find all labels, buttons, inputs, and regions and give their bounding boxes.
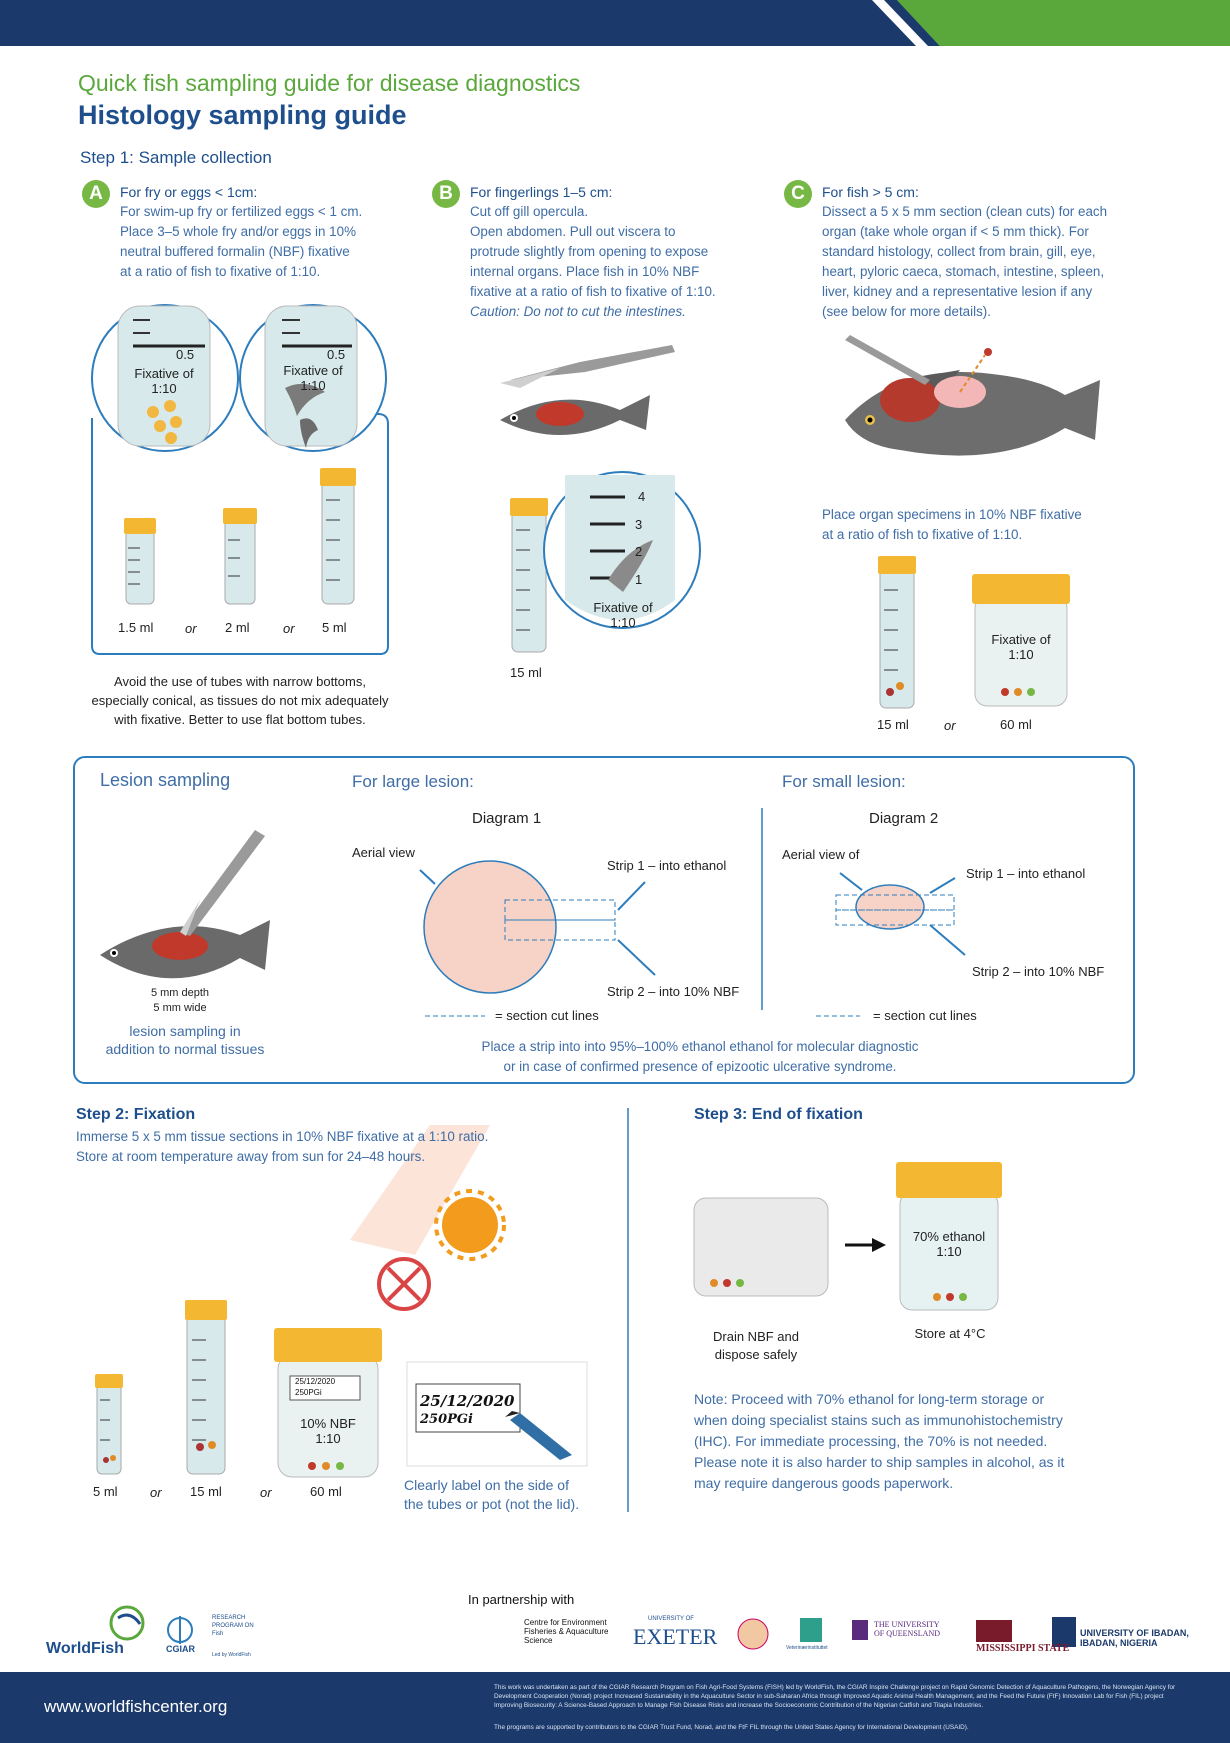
page-title: Quick fish sampling guide for disease diagnostics	[78, 70, 581, 96]
diagram1-legend: = section cut lines	[495, 1008, 599, 1023]
worldfish-logo: WorldFish	[46, 1640, 124, 1657]
step2-tube-5ml: 5 ml	[93, 1484, 118, 1499]
section-b-text: Cut off gill opercula. Open abdomen. Pull out viscera to protrude slightly from opening to expose internal organs. Place fish in 10% NBF fixative at a ratio of fish to fixative of 1:10.	[470, 204, 716, 299]
section-c-place: Place organ specimens in 10% NBF fixative at a ratio of fish to fixative of 1:10.	[822, 507, 1082, 542]
tick-4: 4	[638, 489, 646, 504]
section-b-caution: Caution: Do not to cut the intestines.	[470, 304, 686, 319]
step2-text: Immerse 5 x 5 mm tissue sections in 10% NBF fixative at a 1:10 ratio. Store at room temperature away from sun for 24–48 hours.	[76, 1129, 489, 1164]
letter-a-badge: A	[82, 180, 110, 208]
step1-heading: Step 1: Sample collection	[80, 148, 272, 167]
tube-label-2ml: 2 ml	[225, 620, 250, 635]
fingerling-fish	[500, 395, 650, 435]
tick-2: 2	[635, 544, 643, 559]
or-label-a1: or	[185, 621, 197, 636]
letter-c-badge: C	[784, 180, 812, 208]
section-a-title: For fry or eggs < 1cm:	[120, 184, 258, 200]
tube-2ml	[223, 508, 257, 604]
pot-small-code: 250PGi	[295, 1388, 322, 1397]
page-subtitle: Histology sampling guide	[78, 100, 407, 130]
diagram2-title: Diagram 2	[869, 810, 939, 827]
exeter-small: UNIVERSITY OF	[648, 1616, 694, 1622]
section-a-text: For swim-up fry or fertilized eggs < 1 cm. Place 3–5 whole fry and/or eggs in 10% neutral buffered formalin (NBF) fixative at a ratio of fish to fixative of 1:10.	[120, 204, 363, 279]
step3-heading: Step 3: End of fixation	[694, 1106, 863, 1123]
tube-1.5ml	[124, 518, 156, 604]
diagram1-strip2: Strip 2 – into 10% NBF	[607, 984, 740, 999]
large-lesion-heading: For large lesion:	[352, 772, 474, 791]
label-card-code: 250PGi	[420, 1412, 473, 1427]
fixative-label-a2: Fixative of 1:10	[283, 363, 343, 393]
fixative-label-c: Fixative of 1:10	[991, 632, 1051, 662]
footer-funding-text: This work was undertaken as part of the CGIAR Research Program on Fish Agri-Food Systems (FISH) led by WorldFish, the CGIAR Inspire Challenge project on Rapid Genomic Detection of Aquaculture Pathogens, the Norwegian Agency for Development Cooperation (Norad) project Increased Sustainability in the Aquaculture Sector in sub-Saharan Africa through Improved Aquatic Animal Health Management, and the Feed the Future (FtF) Innovation Lab for Fish (FIL) project Improving Biosecurity: A Science-Based Approach to Manage Fish Disease Risks and increase the Socioeconomic Contribution of the Nigerian Catfish and Tilapia Industries.	[494, 1684, 1176, 1709]
step2-tube-15ml: 15 ml	[190, 1484, 222, 1499]
diagram1-title: Diagram 1	[472, 810, 542, 827]
diagram2-strip2: Strip 2 – into 10% NBF	[972, 964, 1105, 979]
tick-1: 1	[635, 572, 643, 587]
tube-label-c1: 15 ml	[877, 717, 909, 732]
section-b-title: For fingerlings 1–5 cm:	[470, 184, 613, 200]
fixative-label-b: Fixative of 1:10	[593, 600, 653, 630]
tick-label-a2: 0.5	[327, 347, 346, 362]
diagram2-legend: = section cut lines	[873, 1008, 977, 1023]
step2-heading: Step 2: Fixation	[76, 1106, 196, 1123]
dissected-fish	[845, 335, 1100, 456]
cgiar-logo: CGIAR	[166, 1644, 195, 1654]
exeter-logo: EXETER	[633, 1624, 718, 1649]
step2-or1: or	[150, 1485, 162, 1500]
step3-drain: Drain NBF and dispose safely	[713, 1329, 799, 1362]
vet-institute-logo: Veterinærinstituttet	[786, 1645, 828, 1651]
ibadan-logo: UNIVERSITY OF IBADAN, IBADAN, NIGERIA	[1080, 1628, 1189, 1648]
fixative-label-a1: Fixative of 1:10	[134, 366, 194, 396]
diagram1-strip1: Strip 1 – into ethanol	[607, 858, 727, 873]
diagram2-strip1: Strip 1 – into ethanol	[966, 866, 1086, 881]
tube-5ml-step2	[95, 1374, 123, 1474]
step2-or2: or	[260, 1485, 272, 1500]
or-label-a2: or	[283, 621, 295, 636]
tube-label-1.5ml: 1.5 ml	[118, 620, 154, 635]
tube-label-5ml: 5 ml	[322, 620, 347, 635]
or-label-c: or	[944, 718, 956, 733]
diagram1-aerial: Aerial view	[352, 845, 415, 860]
step3-note: Note: Proceed with 70% ethanol for long-term storage or when doing specialist stains such as immunohistochemistry (IHC). For immediate processing, the 70% is not needed. Please note it is also harder to ship samples in alcohol, as it may require dangerous goods paperwork.	[694, 1391, 1065, 1491]
cgiar-fish-text: RESEARCH PROGRAM ON Fish	[212, 1615, 254, 1637]
uq-logo: THE UNIVERSITY OF QUEENSLAND	[874, 1620, 940, 1638]
tick-3: 3	[635, 517, 643, 532]
tube-label-b: 15 ml	[510, 665, 542, 680]
tube-5ml	[320, 468, 356, 604]
tube-15ml-step2	[185, 1300, 227, 1474]
tick-label-a1: 0.5	[176, 347, 195, 362]
section-c-title: For fish > 5 cm:	[822, 184, 919, 200]
lesion-width: 5 mm wide	[153, 1002, 207, 1014]
section-c-text: Dissect a 5 x 5 mm section (clean cuts) for each organ (take whole organ if < 5 mm thick). For standard histology, collect from brain, gill, eye, heart, pyloric caeca, stomach, intestine, spleen, liver, kidney and a representative lesion if any (see below for more details).	[822, 204, 1108, 319]
step2-pot-60ml: 60 ml	[310, 1484, 342, 1499]
diagram2-aerial: Aerial view of	[782, 847, 860, 862]
step3-pot-label: 70% ethanol 1:10	[912, 1229, 986, 1259]
partners-heading: In partnership with	[468, 1592, 575, 1607]
cgiar-logo-mark	[168, 1616, 192, 1644]
lesion-strip-note: Place a strip into into 95%–100% ethanol ethanol for molecular diagnostic or in case of confirmed presence of epizootic ulcerative syndrome.	[481, 1039, 919, 1074]
pot-drain	[694, 1198, 828, 1296]
tube-shape-note: Avoid the use of tubes with narrow bottoms, especially conical, as tissues do not mix adequately with fixative. Better to use flat bottom tubes.	[91, 674, 389, 727]
step2-pot-label: 10% NBF 1:10	[300, 1416, 356, 1446]
worldfish-logo-mark	[111, 1607, 143, 1639]
msu-logo: MISSISSIPPI STATE	[976, 1643, 1070, 1654]
step3-store: Store at 4°C	[914, 1326, 986, 1341]
footer-support-text: The programs are supported by contributors to the CGIAR Trust Fund, Norad, and the FtF FIL through the United States Agency for International Development (USAID).	[494, 1724, 969, 1731]
led-by-text: Led by WorldFish	[212, 1652, 251, 1658]
label-card-date: 25/12/2020	[420, 1392, 515, 1410]
small-lesion-heading: For small lesion:	[782, 772, 906, 791]
pot-small-date: 25/12/2020	[295, 1377, 336, 1386]
lesion-caption: lesion sampling in addition to normal tissues	[105, 1023, 265, 1057]
tube-15ml-c	[878, 556, 916, 708]
step2-caption: Clearly label on the side of the tubes or pot (not the lid).	[404, 1477, 580, 1512]
tube-label-c2: 60 ml	[1000, 717, 1032, 732]
tube-15ml-b	[510, 498, 548, 652]
cefas-logo: Centre for Environment Fisheries & Aquaculture Science	[524, 1618, 609, 1645]
arrow-right-icon	[845, 1238, 886, 1252]
scalpel-b	[500, 345, 675, 388]
lesion-depth: 5 mm depth	[150, 987, 210, 999]
footer-url-link[interactable]: www.worldfishcenter.org	[44, 1697, 228, 1716]
letter-b-badge: B	[432, 180, 460, 208]
lesion-title: Lesion sampling	[100, 770, 231, 790]
pot-60ml-step2	[274, 1328, 382, 1477]
